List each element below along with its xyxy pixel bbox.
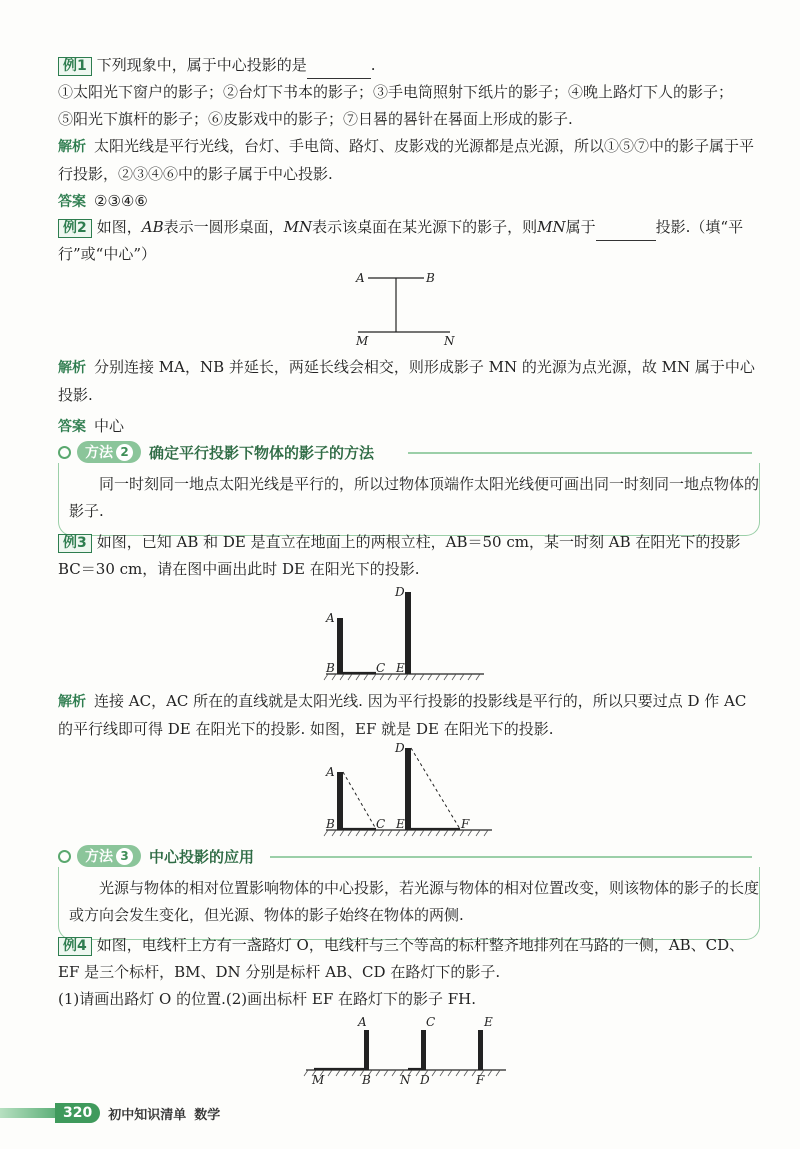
example-2-tag: 例2 xyxy=(58,219,92,238)
example-1-analysis: 解析 太阳光线是平行光线，台灯、手电筒、路灯、皮影戏的光源都是点光源，所以①⑤⑦中的影子属于平行投影，②③④⑥中的影子属于中心投影. xyxy=(58,137,755,183)
method-3-body: 光源与物体的相对位置影响物体的中心投影，若光源与物体的相对位置改变，则该物体的影子的长度或方向会发生变化，但光源、物体的影子始终在物体的两侧. xyxy=(58,867,760,940)
example-3-question: 例3 如图，已知 AB 和 DE 是直立在地面上的两根立柱，AB＝50 cm，某一时刻 AB 在阳光下的投影 BC＝30 cm，请在图中画出此时 DE 在阳光下的投影. xyxy=(58,533,741,578)
example-1-question: 例1 下列现象中，属于中心投影的是 . xyxy=(58,52,758,79)
example-3-analysis: 解析 连接 AC，AC 所在的直线就是太阳光线. 因为平行投影的投影线是平行的，所以只要过点 D 作 AC 的平行线即可得 DE 在阳光下的投影. 如图，EF 就是 DE 在阳光下的投影. xyxy=(58,692,747,738)
method-2-body: 同一时刻同一地点太阳光线是平行的，所以过物体顶端作太阳光线便可画出同一时刻同一地点物体的影子. xyxy=(58,463,760,536)
method-3-header xyxy=(58,843,254,869)
method-bullet-icon xyxy=(58,446,71,459)
example-3-solution xyxy=(58,688,758,743)
label-b: B xyxy=(362,1073,371,1087)
method-2-header xyxy=(58,439,374,465)
example-1-options-line1: ①太阳光下窗户的影子；②台灯下书本的影子；③手电筒照射下纸片的影子；④晚上路灯下人的影子； xyxy=(58,83,734,101)
example-4 xyxy=(58,932,758,1013)
example-2-answer: 答案 中心 xyxy=(58,417,125,435)
answer-blank xyxy=(307,60,371,79)
sunray-df xyxy=(411,748,460,829)
method-2-pill: 方法 2 xyxy=(77,441,141,463)
example-1 xyxy=(58,52,758,216)
label-m: M xyxy=(356,334,369,348)
example-4-question: 例4 如图，电线杆上方有一盏路灯 O，电线杆与三个等高的标杆整齐地排列在马路的一侧，AB、CD、EF 是三个标杆，BM、DN 分别是标杆 AB、CD 在路灯下的影子. xyxy=(58,936,745,981)
pole-ab xyxy=(337,772,343,830)
label-a: A xyxy=(326,611,335,625)
subject-label: 数学 xyxy=(194,1107,221,1123)
label-e: E xyxy=(484,1016,493,1029)
pole-ab xyxy=(337,618,343,674)
label-b: B xyxy=(326,661,335,675)
label-c: C xyxy=(376,817,386,831)
pole-ab xyxy=(364,1030,369,1070)
example-2-analysis: 解析 分别连接 MA，NB 并延长，两延长线会相交，则形成影子 MN 的光源为点光源，故 MN 属于中心投影. xyxy=(58,358,755,404)
example-2 xyxy=(58,214,758,268)
method-2-divider xyxy=(408,452,752,454)
label-c: C xyxy=(426,1016,436,1029)
footer-band xyxy=(0,1108,55,1118)
label-d: D xyxy=(420,1073,430,1087)
example-3-figure xyxy=(312,584,492,684)
method-3-pill: 方法 3 xyxy=(77,845,141,867)
example-1-options-line2: ⑤阳光下旗杆的影子；⑥皮影戏中的影子；⑦日晷的晷针在晷面上形成的影子. xyxy=(58,110,573,128)
label-d: D xyxy=(395,741,405,755)
label-n: N xyxy=(400,1073,411,1087)
method-bullet-icon xyxy=(58,850,71,863)
label-a: A xyxy=(326,765,335,779)
label-f: F xyxy=(461,817,470,831)
example-3 xyxy=(58,529,758,583)
page-footer xyxy=(0,1101,800,1125)
label-n: N xyxy=(444,334,455,348)
pole-de xyxy=(405,748,411,830)
label-d: D xyxy=(395,585,405,599)
pole-cd xyxy=(421,1030,426,1070)
label-b: B xyxy=(426,271,435,285)
example-3-tag: 例3 xyxy=(58,534,92,553)
example-2-figure xyxy=(340,266,470,348)
label-e: E xyxy=(396,817,405,831)
example-3-solution-figure xyxy=(312,740,502,840)
page-number: 320 xyxy=(55,1103,100,1123)
example-2-question: 例2 如图，AB表示一圆形桌面，MN表示该桌面在某光源下的影子，则MN属于 投影.（填“平行”或“中心”） xyxy=(58,218,744,263)
answer-blank xyxy=(596,222,656,241)
label-b: B xyxy=(326,817,335,831)
label-a: A xyxy=(358,1016,367,1029)
label-e: E xyxy=(396,661,405,675)
example-1-answer: 答案 ②③④⑥ xyxy=(58,192,148,210)
method-3-title: 中心投影的应用 xyxy=(149,847,255,866)
example-4-figure xyxy=(300,1016,510,1088)
example-2-solution xyxy=(58,354,758,441)
book-title: 初中知识清单 xyxy=(108,1107,187,1123)
pole-ef xyxy=(478,1030,483,1070)
pole-de xyxy=(405,592,411,674)
example-1-tag: 例1 xyxy=(58,57,92,76)
sunray-ac xyxy=(343,772,376,829)
example-4-parts: (1)请画出路灯 O 的位置.(2)画出标杆 EF 在路灯下的影子 FH. xyxy=(58,990,477,1008)
label-m: M xyxy=(312,1073,325,1087)
example-4-tag: 例4 xyxy=(58,937,92,956)
method-2-title: 确定平行投影下物体的影子的方法 xyxy=(149,443,375,462)
label-f: F xyxy=(476,1073,485,1087)
method-3-divider xyxy=(270,856,752,858)
label-a: A xyxy=(356,271,365,285)
label-c: C xyxy=(376,661,386,675)
